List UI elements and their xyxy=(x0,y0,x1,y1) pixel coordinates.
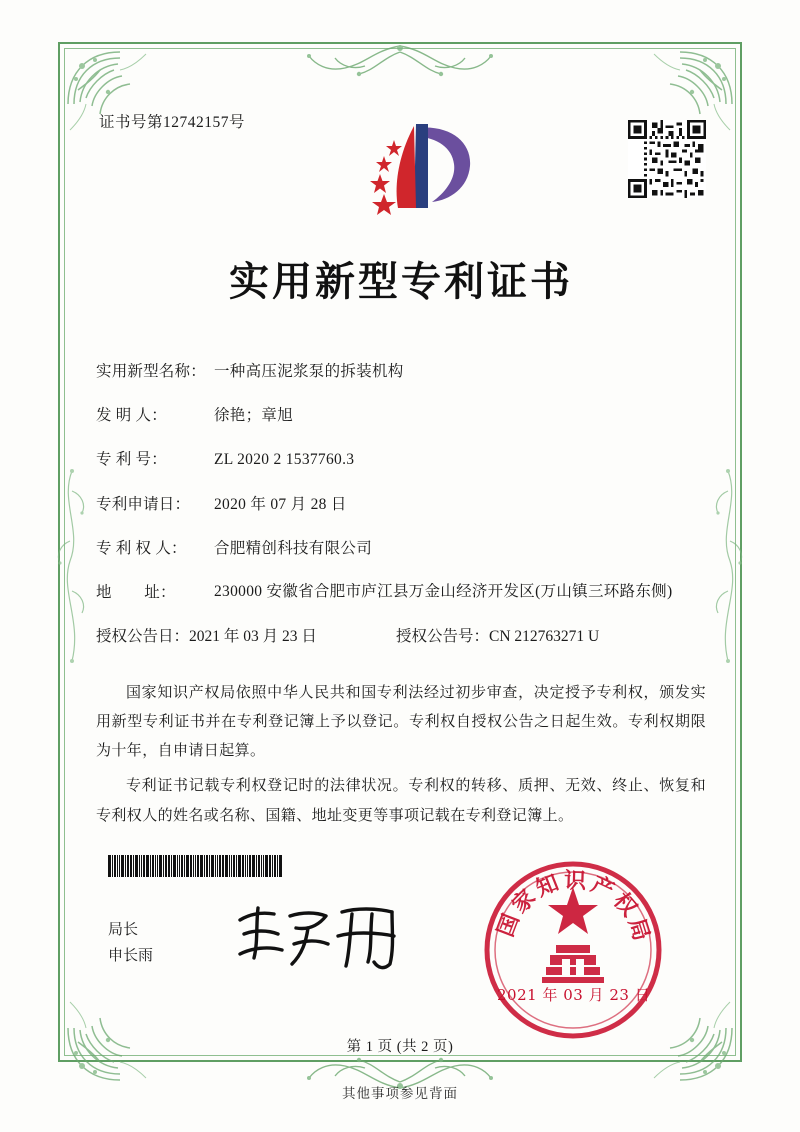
grant-date xyxy=(96,622,396,652)
barcode xyxy=(108,855,313,877)
publication-row xyxy=(96,622,706,652)
field-utility-model-name xyxy=(96,357,706,387)
certificate-content xyxy=(96,110,706,837)
field-value: 徐艳；章旭 xyxy=(214,407,294,425)
signature-block xyxy=(108,918,153,969)
field-value: 合肥精创科技有限公司 xyxy=(214,539,373,557)
official-red-seal-icon xyxy=(478,855,668,1045)
legal-paragraph-2: 专利证书记载专利权登记时的法律状况。专利权的转移、质押、无效、终止、恢复和专利权人的姓名或名称、国籍、地址变更等事项记载在专利登记簿上。 xyxy=(96,778,706,824)
footer-note: 其他事项参见背面 xyxy=(342,1086,458,1101)
side-ornament-icon xyxy=(708,461,748,671)
field-label: 实用新型名称： xyxy=(96,363,206,380)
field-inventor xyxy=(96,401,706,431)
field-value: 一种高压泥浆泵的拆装机构 xyxy=(214,363,404,380)
seal-date: 2021 年 03 月 23 日 xyxy=(497,986,651,1004)
field-patentee xyxy=(96,534,706,564)
grant-number-value: CN 212763271 U xyxy=(489,628,600,646)
grant-date-label: 授权公告日： xyxy=(96,628,190,646)
svg-text:国 家 知 识 产 权 局: 国 家 知 识 产 权 局 xyxy=(492,867,655,944)
field-value: ZL 2020 2 1537760.3 xyxy=(214,451,355,469)
qr-code-icon xyxy=(628,120,706,198)
field-label: 发 明 人： xyxy=(96,407,167,425)
side-ornament-icon xyxy=(52,461,92,671)
corner-ornament-icon xyxy=(60,968,180,1088)
field-label: 专利申请日： xyxy=(96,495,191,513)
field-application-date xyxy=(96,490,706,520)
field-value: 2020 年 07 月 28 日 xyxy=(214,495,347,513)
grant-number xyxy=(396,622,706,652)
field-label: 专 利 权 人： xyxy=(96,539,187,557)
field-value: 230000 安徽省合肥市庐江县万金山经济开发区(万山镇三环路东侧) xyxy=(214,583,673,601)
grant-number-label: 授权公告号： xyxy=(396,628,490,646)
legal-paragraph-1: 国家知识产权局依照中华人民共和国专利法经过初步审查，决定授予专利权，颁发实用新型专利证书并在专利登记簿上予以登记。专利权自授权公告之日起生效。专利权期限为十年，自申请日起算。 xyxy=(96,684,706,760)
director-name: 申长雨 xyxy=(108,947,154,964)
field-patent-number xyxy=(96,445,706,475)
certificate-number: 证书号第12742157号 xyxy=(99,114,246,131)
page-number: 第 1 页 (共 2 页) xyxy=(346,1039,454,1055)
page-title: 实用新型专利证书 xyxy=(229,258,573,305)
top-ornament-icon xyxy=(275,40,525,88)
certificate-fields xyxy=(96,357,706,653)
grant-date-value: 2021 年 03 月 23 日 xyxy=(189,628,317,646)
cnipa-logo-icon xyxy=(354,116,484,216)
field-label: 地 址： xyxy=(96,584,176,602)
legal-text xyxy=(96,679,706,831)
handwritten-signature-icon xyxy=(232,898,422,976)
director-title: 局长 xyxy=(108,922,139,938)
field-address xyxy=(96,578,706,608)
field-label: 专 利 号： xyxy=(96,451,167,469)
